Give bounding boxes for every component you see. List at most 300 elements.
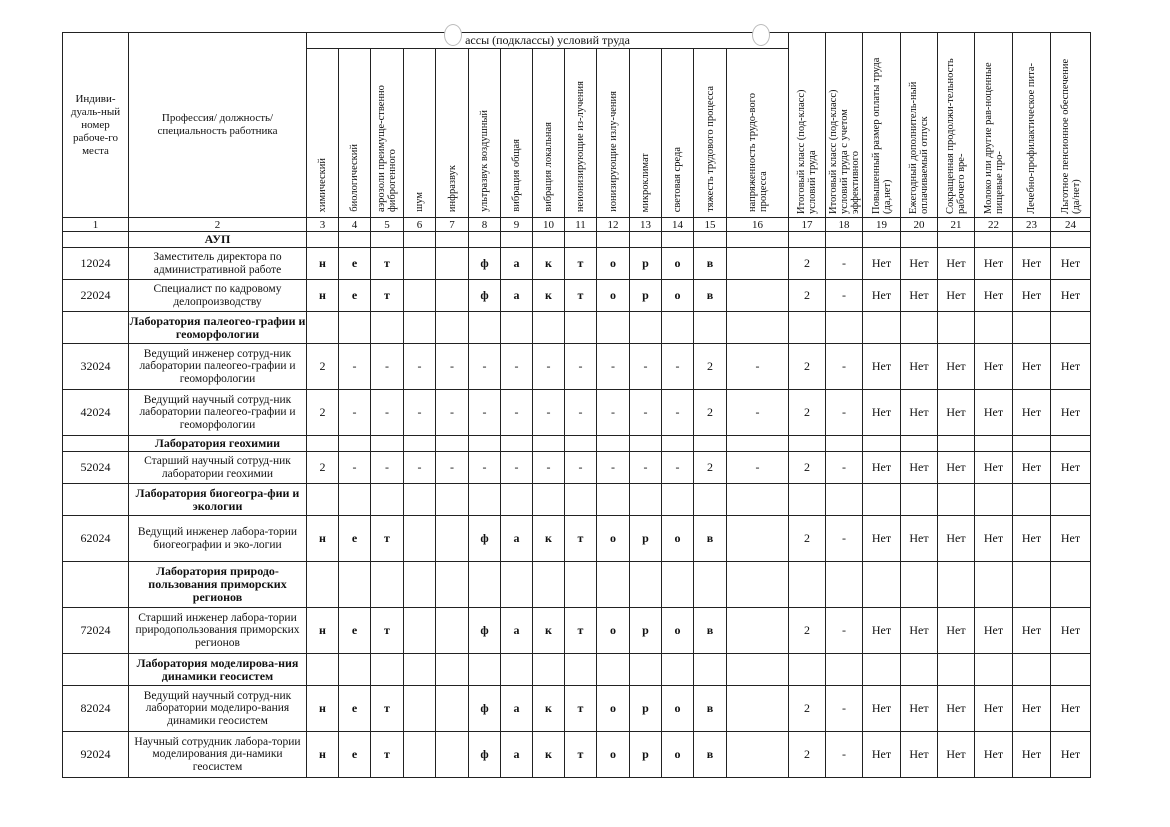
header-result-1: Итоговый класс (под-класс) условий труда: [789, 33, 826, 218]
workplace-id: 42024: [63, 390, 129, 436]
benefit-value: Нет: [938, 280, 975, 312]
benefit-value: Нет: [975, 390, 1013, 436]
benefit-value: Нет: [975, 248, 1013, 280]
factor-class-cell: а: [501, 732, 533, 778]
empty-cell: [863, 436, 901, 452]
header-factor: световая среда: [662, 49, 694, 218]
header-factor: ультразвук воздушный: [469, 49, 501, 218]
empty-cell: [826, 654, 863, 686]
empty-cell: [565, 232, 597, 248]
benefit-value: Нет: [1013, 516, 1051, 562]
workplace-id: 22024: [63, 280, 129, 312]
factor-class-cell: к: [533, 280, 565, 312]
header-factor: напряженность трудо-вого процесса: [727, 49, 789, 218]
benefit-value: Нет: [901, 390, 938, 436]
final-class-effective: -: [826, 344, 863, 390]
factor-class-cell: [436, 686, 469, 732]
factor-class-cell: т: [371, 280, 404, 312]
final-class-effective: -: [826, 608, 863, 654]
empty-cell: [339, 232, 371, 248]
factor-class-cell: -: [533, 390, 565, 436]
profession-name: Специалист по кадровому делопроизводству: [129, 280, 307, 312]
empty-cell: [565, 436, 597, 452]
empty-cell: [533, 312, 565, 344]
column-number: 19: [863, 218, 901, 232]
benefit-value: Нет: [975, 686, 1013, 732]
empty-cell: [501, 562, 533, 608]
empty-cell: [501, 232, 533, 248]
empty-cell: [694, 312, 727, 344]
empty-cell: [789, 312, 826, 344]
header-factor: биологический: [339, 49, 371, 218]
empty-cell: [565, 654, 597, 686]
profession-name: Ведущий инженер лабора-тории биогеографии и эко-логии: [129, 516, 307, 562]
factor-class-cell: 2: [307, 344, 339, 390]
empty-cell: [694, 654, 727, 686]
header-profession: Профессия/ должность/ специальность работника: [129, 33, 307, 218]
factor-class-cell: -: [565, 452, 597, 484]
empty-cell: [1051, 232, 1091, 248]
factor-class-cell: р: [630, 608, 662, 654]
factor-class-cell: е: [339, 248, 371, 280]
empty-cell: [469, 436, 501, 452]
empty-cell: [938, 654, 975, 686]
table-row: [63, 608, 1091, 654]
column-number: 13: [630, 218, 662, 232]
empty-cell: [436, 654, 469, 686]
factor-class-cell: а: [501, 280, 533, 312]
empty-cell: [501, 436, 533, 452]
final-class: 2: [789, 516, 826, 562]
empty-cell: [789, 654, 826, 686]
factor-class-cell: -: [404, 452, 436, 484]
factor-class-cell: -: [436, 452, 469, 484]
empty-cell: [436, 436, 469, 452]
empty-cell: [63, 484, 129, 516]
column-number: 5: [371, 218, 404, 232]
empty-cell: [863, 562, 901, 608]
empty-cell: [1013, 654, 1051, 686]
empty-cell: [901, 232, 938, 248]
empty-cell: [789, 436, 826, 452]
factor-class-cell: -: [404, 390, 436, 436]
empty-cell: [1051, 562, 1091, 608]
empty-cell: [404, 562, 436, 608]
factor-class-cell: -: [339, 452, 371, 484]
factor-class-cell: о: [597, 516, 630, 562]
benefit-value: Нет: [938, 686, 975, 732]
column-number: 7: [436, 218, 469, 232]
factor-class-cell: -: [469, 452, 501, 484]
header-result-3: Повышенный размер оплаты труда (да,нет): [863, 33, 901, 218]
empty-cell: [938, 562, 975, 608]
empty-cell: [975, 484, 1013, 516]
factor-class-cell: -: [436, 390, 469, 436]
factor-class-cell: к: [533, 686, 565, 732]
factor-class-cell: н: [307, 516, 339, 562]
empty-cell: [694, 232, 727, 248]
factor-class-cell: -: [597, 344, 630, 390]
empty-cell: [597, 484, 630, 516]
empty-cell: [339, 436, 371, 452]
benefit-value: Нет: [863, 608, 901, 654]
empty-cell: [404, 484, 436, 516]
empty-cell: [901, 562, 938, 608]
column-number: 16: [727, 218, 789, 232]
benefit-value: Нет: [1051, 248, 1091, 280]
column-number: 18: [826, 218, 863, 232]
factor-class-cell: 2: [307, 452, 339, 484]
empty-cell: [597, 562, 630, 608]
factor-class-cell: о: [597, 686, 630, 732]
factor-class-cell: [727, 280, 789, 312]
final-class: 2: [789, 452, 826, 484]
factor-class-cell: 2: [307, 390, 339, 436]
empty-cell: [901, 484, 938, 516]
empty-cell: [63, 654, 129, 686]
header-factor: ионизирующие излу-чения: [597, 49, 630, 218]
empty-cell: [1013, 436, 1051, 452]
factor-class-cell: н: [307, 280, 339, 312]
profession-name: Ведущий научный сотруд-ник лаборатории моделиро-вания динамики геосистем: [129, 686, 307, 732]
section-row: [63, 484, 1091, 516]
empty-cell: [63, 562, 129, 608]
empty-cell: [501, 654, 533, 686]
empty-cell: [307, 436, 339, 452]
factor-class-cell: ф: [469, 608, 501, 654]
column-number: 10: [533, 218, 565, 232]
empty-cell: [404, 654, 436, 686]
column-number: 22: [975, 218, 1013, 232]
factor-class-cell: [436, 248, 469, 280]
factor-class-cell: р: [630, 732, 662, 778]
factor-class-cell: [404, 608, 436, 654]
final-class-effective: -: [826, 390, 863, 436]
final-class: 2: [789, 344, 826, 390]
benefit-value: Нет: [901, 452, 938, 484]
section-title: АУП: [129, 232, 307, 248]
factor-class-cell: т: [371, 608, 404, 654]
empty-cell: [694, 484, 727, 516]
factor-class-cell: -: [501, 452, 533, 484]
header-workplace-id: Индиви-дуаль-ный номер рабоче-го места: [63, 33, 129, 218]
empty-cell: [533, 232, 565, 248]
empty-cell: [339, 312, 371, 344]
empty-cell: [1013, 232, 1051, 248]
column-number: 4: [339, 218, 371, 232]
factor-class-cell: -: [630, 452, 662, 484]
benefit-value: Нет: [1051, 732, 1091, 778]
empty-cell: [863, 654, 901, 686]
factor-class-cell: к: [533, 608, 565, 654]
column-number: 1: [63, 218, 129, 232]
final-class: 2: [789, 608, 826, 654]
benefit-value: Нет: [975, 344, 1013, 390]
final-class-effective: -: [826, 686, 863, 732]
factor-class-cell: -: [436, 344, 469, 390]
benefit-value: Нет: [938, 344, 975, 390]
profession-name: Научный сотрудник лабора-тории моделирования ди-намики геосистем: [129, 732, 307, 778]
section-row: [63, 562, 1091, 608]
benefit-value: Нет: [1013, 608, 1051, 654]
column-number: 6: [404, 218, 436, 232]
final-class-effective: -: [826, 732, 863, 778]
empty-cell: [727, 484, 789, 516]
factor-class-cell: [404, 280, 436, 312]
section-row: [63, 654, 1091, 686]
factor-class-cell: н: [307, 608, 339, 654]
benefit-value: Нет: [975, 516, 1013, 562]
factor-class-cell: н: [307, 686, 339, 732]
factor-class-cell: в: [694, 608, 727, 654]
header-result-5: Сокращенная продолжи-тельность рабочего вре-: [938, 33, 975, 218]
benefit-value: Нет: [863, 452, 901, 484]
final-class: 2: [789, 686, 826, 732]
header-classes: ассы (подклассы) условий труда: [307, 33, 789, 49]
empty-cell: [533, 654, 565, 686]
benefit-value: Нет: [863, 686, 901, 732]
empty-cell: [404, 232, 436, 248]
column-number: 23: [1013, 218, 1051, 232]
header-factor: микроклимат: [630, 49, 662, 218]
factor-class-cell: а: [501, 686, 533, 732]
workplace-id: 62024: [63, 516, 129, 562]
factor-class-cell: -: [533, 452, 565, 484]
factor-class-cell: н: [307, 248, 339, 280]
factor-class-cell: е: [339, 516, 371, 562]
factor-class-cell: -: [597, 390, 630, 436]
empty-cell: [938, 436, 975, 452]
factor-class-cell: ф: [469, 248, 501, 280]
empty-cell: [826, 484, 863, 516]
factor-class-cell: [727, 686, 789, 732]
profession-name: Ведущий научный сотруд-ник лаборатории палеогео-графии и геоморфологии: [129, 390, 307, 436]
factor-class-cell: -: [339, 390, 371, 436]
empty-cell: [436, 232, 469, 248]
empty-cell: [371, 232, 404, 248]
empty-cell: [662, 312, 694, 344]
benefit-value: Нет: [1013, 390, 1051, 436]
empty-cell: [975, 654, 1013, 686]
header-factor: химический: [307, 49, 339, 218]
benefit-value: Нет: [1051, 344, 1091, 390]
workplace-id: 12024: [63, 248, 129, 280]
factor-class-cell: е: [339, 686, 371, 732]
factor-class-cell: т: [371, 686, 404, 732]
factor-class-cell: [436, 732, 469, 778]
empty-cell: [789, 562, 826, 608]
factor-class-cell: о: [597, 732, 630, 778]
factor-class-cell: т: [371, 732, 404, 778]
header-factor: вибрация общая: [501, 49, 533, 218]
empty-cell: [597, 654, 630, 686]
empty-cell: [863, 312, 901, 344]
section-row: [63, 232, 1091, 248]
factor-class-cell: [436, 280, 469, 312]
factor-class-cell: -: [501, 390, 533, 436]
profession-name: Заместитель директора по административной работе: [129, 248, 307, 280]
final-class-effective: -: [826, 248, 863, 280]
factor-class-cell: в: [694, 732, 727, 778]
benefit-value: Нет: [975, 452, 1013, 484]
factor-class-cell: о: [662, 280, 694, 312]
factor-class-cell: 2: [694, 390, 727, 436]
workplace-id: 72024: [63, 608, 129, 654]
factor-class-cell: к: [533, 248, 565, 280]
factor-class-cell: о: [597, 608, 630, 654]
empty-cell: [307, 232, 339, 248]
empty-cell: [938, 312, 975, 344]
column-number: 8: [469, 218, 501, 232]
factor-class-cell: -: [565, 344, 597, 390]
empty-cell: [975, 312, 1013, 344]
factor-class-cell: т: [565, 732, 597, 778]
table-row: [63, 452, 1091, 484]
benefit-value: Нет: [1051, 686, 1091, 732]
empty-cell: [975, 436, 1013, 452]
benefit-value: Нет: [1051, 280, 1091, 312]
workplace-id: 92024: [63, 732, 129, 778]
empty-cell: [938, 232, 975, 248]
table-row: [63, 390, 1091, 436]
factor-class-cell: [727, 608, 789, 654]
empty-cell: [565, 484, 597, 516]
empty-cell: [63, 436, 129, 452]
factor-class-cell: о: [662, 608, 694, 654]
header-result-2: Итоговый класс (под-класс) условий труда с учетом эффективного: [826, 33, 863, 218]
empty-cell: [694, 562, 727, 608]
benefit-value: Нет: [975, 732, 1013, 778]
empty-cell: [901, 312, 938, 344]
factor-class-cell: [727, 248, 789, 280]
header-result-7: Лечебно-профилактическое пита-: [1013, 33, 1051, 218]
empty-cell: [404, 312, 436, 344]
factor-class-cell: т: [565, 608, 597, 654]
benefit-value: Нет: [1013, 686, 1051, 732]
benefit-value: Нет: [863, 280, 901, 312]
factor-class-cell: -: [371, 452, 404, 484]
factor-class-cell: -: [501, 344, 533, 390]
empty-cell: [1013, 562, 1051, 608]
header-result-4: Ежегодный дополнитель-ный оплачиваемый отпуск: [901, 33, 938, 218]
factor-class-cell: -: [565, 390, 597, 436]
final-class: 2: [789, 390, 826, 436]
empty-cell: [727, 232, 789, 248]
final-class-effective: -: [826, 280, 863, 312]
factor-class-cell: ф: [469, 686, 501, 732]
hole-punch-mark: [444, 24, 462, 46]
empty-cell: [630, 312, 662, 344]
empty-cell: [501, 484, 533, 516]
factor-class-cell: р: [630, 248, 662, 280]
factor-class-cell: т: [565, 516, 597, 562]
benefit-value: Нет: [1013, 248, 1051, 280]
empty-cell: [469, 654, 501, 686]
empty-cell: [469, 562, 501, 608]
empty-cell: [371, 484, 404, 516]
section-title: Лаборатория природо-пользования приморских регионов: [129, 562, 307, 608]
factor-class-cell: е: [339, 280, 371, 312]
empty-cell: [901, 436, 938, 452]
benefit-value: Нет: [975, 280, 1013, 312]
benefit-value: Нет: [938, 732, 975, 778]
benefit-value: Нет: [938, 608, 975, 654]
empty-cell: [436, 312, 469, 344]
benefit-value: Нет: [901, 608, 938, 654]
table-row: [63, 686, 1091, 732]
header-factor: тяжесть трудового процесса: [694, 49, 727, 218]
empty-cell: [1051, 484, 1091, 516]
factor-class-cell: 2: [694, 344, 727, 390]
benefit-value: Нет: [1051, 452, 1091, 484]
empty-cell: [436, 484, 469, 516]
conditions-table: [62, 32, 1091, 778]
header-factor: шум: [404, 49, 436, 218]
factor-class-cell: е: [339, 608, 371, 654]
benefit-value: Нет: [901, 732, 938, 778]
factor-class-cell: о: [662, 686, 694, 732]
factor-class-cell: о: [662, 732, 694, 778]
benefit-value: Нет: [1051, 516, 1091, 562]
benefit-value: Нет: [863, 390, 901, 436]
table-row: [63, 248, 1091, 280]
final-class-effective: -: [826, 452, 863, 484]
empty-cell: [597, 232, 630, 248]
benefit-value: Нет: [1013, 344, 1051, 390]
empty-cell: [307, 484, 339, 516]
section-title: Лаборатория биогеогра-фии и экологии: [129, 484, 307, 516]
column-number: 9: [501, 218, 533, 232]
empty-cell: [533, 436, 565, 452]
factor-class-cell: т: [565, 686, 597, 732]
empty-cell: [975, 232, 1013, 248]
empty-cell: [1013, 312, 1051, 344]
benefit-value: Нет: [938, 248, 975, 280]
empty-cell: [1051, 436, 1091, 452]
empty-cell: [938, 484, 975, 516]
header-factor: аэрозоли преимуще-ственно фиброгенного: [371, 49, 404, 218]
factor-class-cell: а: [501, 516, 533, 562]
benefit-value: Нет: [1051, 390, 1091, 436]
factor-class-cell: -: [662, 452, 694, 484]
empty-cell: [826, 232, 863, 248]
factor-class-cell: ф: [469, 732, 501, 778]
empty-cell: [630, 654, 662, 686]
factor-class-cell: -: [597, 452, 630, 484]
empty-cell: [662, 232, 694, 248]
factor-class-cell: о: [597, 248, 630, 280]
empty-cell: [371, 436, 404, 452]
column-numbers-row: [63, 218, 1091, 232]
empty-cell: [339, 484, 371, 516]
profession-name: Старший инженер лабора-тории природопользования приморских регионов: [129, 608, 307, 654]
empty-cell: [533, 484, 565, 516]
empty-cell: [533, 562, 565, 608]
empty-cell: [975, 562, 1013, 608]
empty-cell: [694, 436, 727, 452]
benefit-value: Нет: [901, 280, 938, 312]
factor-class-cell: -: [630, 390, 662, 436]
final-class: 2: [789, 732, 826, 778]
column-number: 15: [694, 218, 727, 232]
factor-class-cell: к: [533, 516, 565, 562]
empty-cell: [662, 436, 694, 452]
factor-class-cell: -: [371, 390, 404, 436]
empty-cell: [1013, 484, 1051, 516]
factor-class-cell: -: [662, 344, 694, 390]
empty-cell: [826, 312, 863, 344]
factor-class-cell: т: [371, 516, 404, 562]
